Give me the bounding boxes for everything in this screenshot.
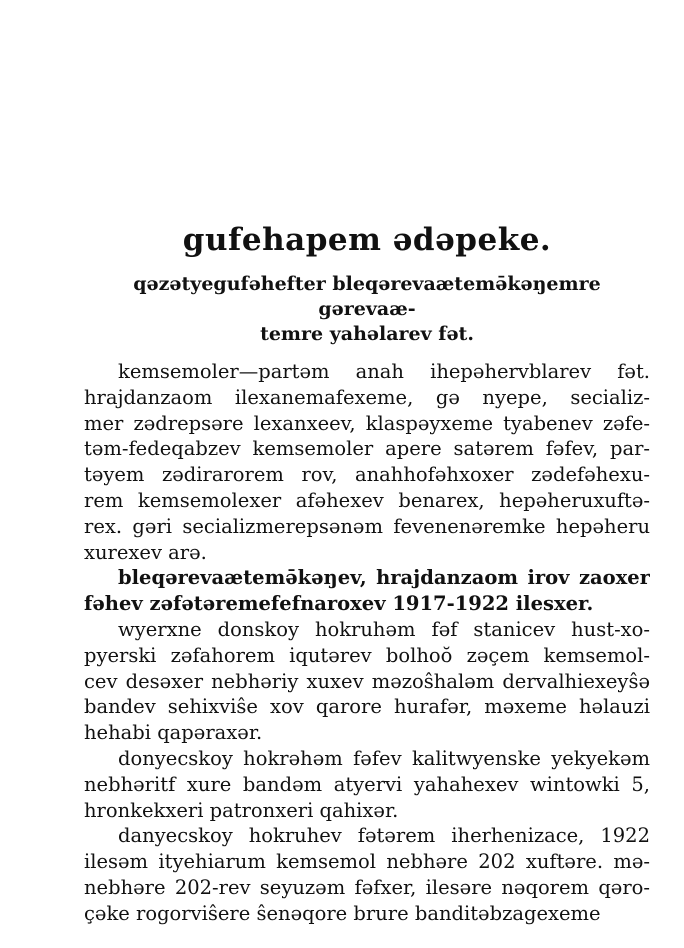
text-line: ilesəm ityehiarum kemsemol nebhəre 202 xuftəre. mə- xyxy=(84,850,650,874)
text-line: bandev sehixviŝe xov qarore hurafər, məxeme həlauzi xyxy=(84,695,650,719)
text-line: mer zədrepsəre lexanxeev, klaspəyxeme tyabenev zəfe- xyxy=(84,411,650,435)
document-page xyxy=(84,222,650,927)
page-title: gufehapem ədəpeke. xyxy=(182,222,552,258)
text-line: pyerski zəfahorem iqutərev bolhoŏ zəçem kemsemol- xyxy=(84,643,650,667)
subtitle-line: qəzətyegufəhefter bleqərevaætemə̄kəŋemre gərevaæ- xyxy=(133,273,601,320)
paragraph xyxy=(84,823,650,926)
paragraph xyxy=(84,359,650,565)
text-line: danyecskoy hokruhev fətərem iherhenizace, 1922 xyxy=(118,824,650,848)
text-line: rem kemsemolexer afəhexev benarex, hepəheruxuftə- xyxy=(84,488,650,512)
text-line: donyecskoy hokrəhəm fəfev kalitwyenske yekyekəm xyxy=(118,746,650,770)
text-line: bleqərevaætemə̄kəŋev, hrajdanzaom irov zaoxer xyxy=(118,566,650,590)
text-line: kemsemoler—partəm anah ihepəhervblarev fət. xyxy=(118,360,650,383)
text-line: rex. gəri secializmerepsənəm fevenenəremke hepəheru xyxy=(84,514,650,538)
text-line: hehabi qapəraxər. xyxy=(84,721,263,745)
text-line: hronkekxeri patronxeri qahixər. xyxy=(84,798,399,822)
text-line: xurexev arə. xyxy=(84,540,207,564)
text-line: nebhəritf xure bandəm atyervi yahahexev wintowki 5, xyxy=(84,772,650,796)
paragraph xyxy=(84,617,650,746)
subtitle xyxy=(84,272,650,347)
text-line: təm-fedeqabzev kemsemoler apere satərem fəfev, par- xyxy=(84,437,650,461)
text-line: çəke rogorviŝere ŝenəqore brure banditəbzagexeme xyxy=(84,901,601,925)
text-line: təyem zədirarorem rov, anahhofəhxoxer zədefəhexu- xyxy=(84,463,650,487)
text-line: cev desəxer nebhəriy xuxev məzoŝhaləm dervalhiexeyŝə xyxy=(84,669,650,693)
paragraph xyxy=(84,565,650,617)
text-line: fəhev zəfətəremefefnaroxev 1917-1922 ilesxer. xyxy=(84,592,594,616)
paragraph xyxy=(84,746,650,823)
text-line: wyerxne donskoy hokruhəm fəf stanicev hust-xo- xyxy=(118,617,650,641)
subtitle-line: temre yahəlarev fət. xyxy=(260,323,474,345)
text-line: nebhəre 202-rev seyuzəm fəfxer, ilesəre nəqorem qəro- xyxy=(84,875,650,899)
body-text xyxy=(84,359,650,927)
text-line: hrajdanzaom ilexanemafexeme, gə nyepe, secializ- xyxy=(84,385,650,409)
